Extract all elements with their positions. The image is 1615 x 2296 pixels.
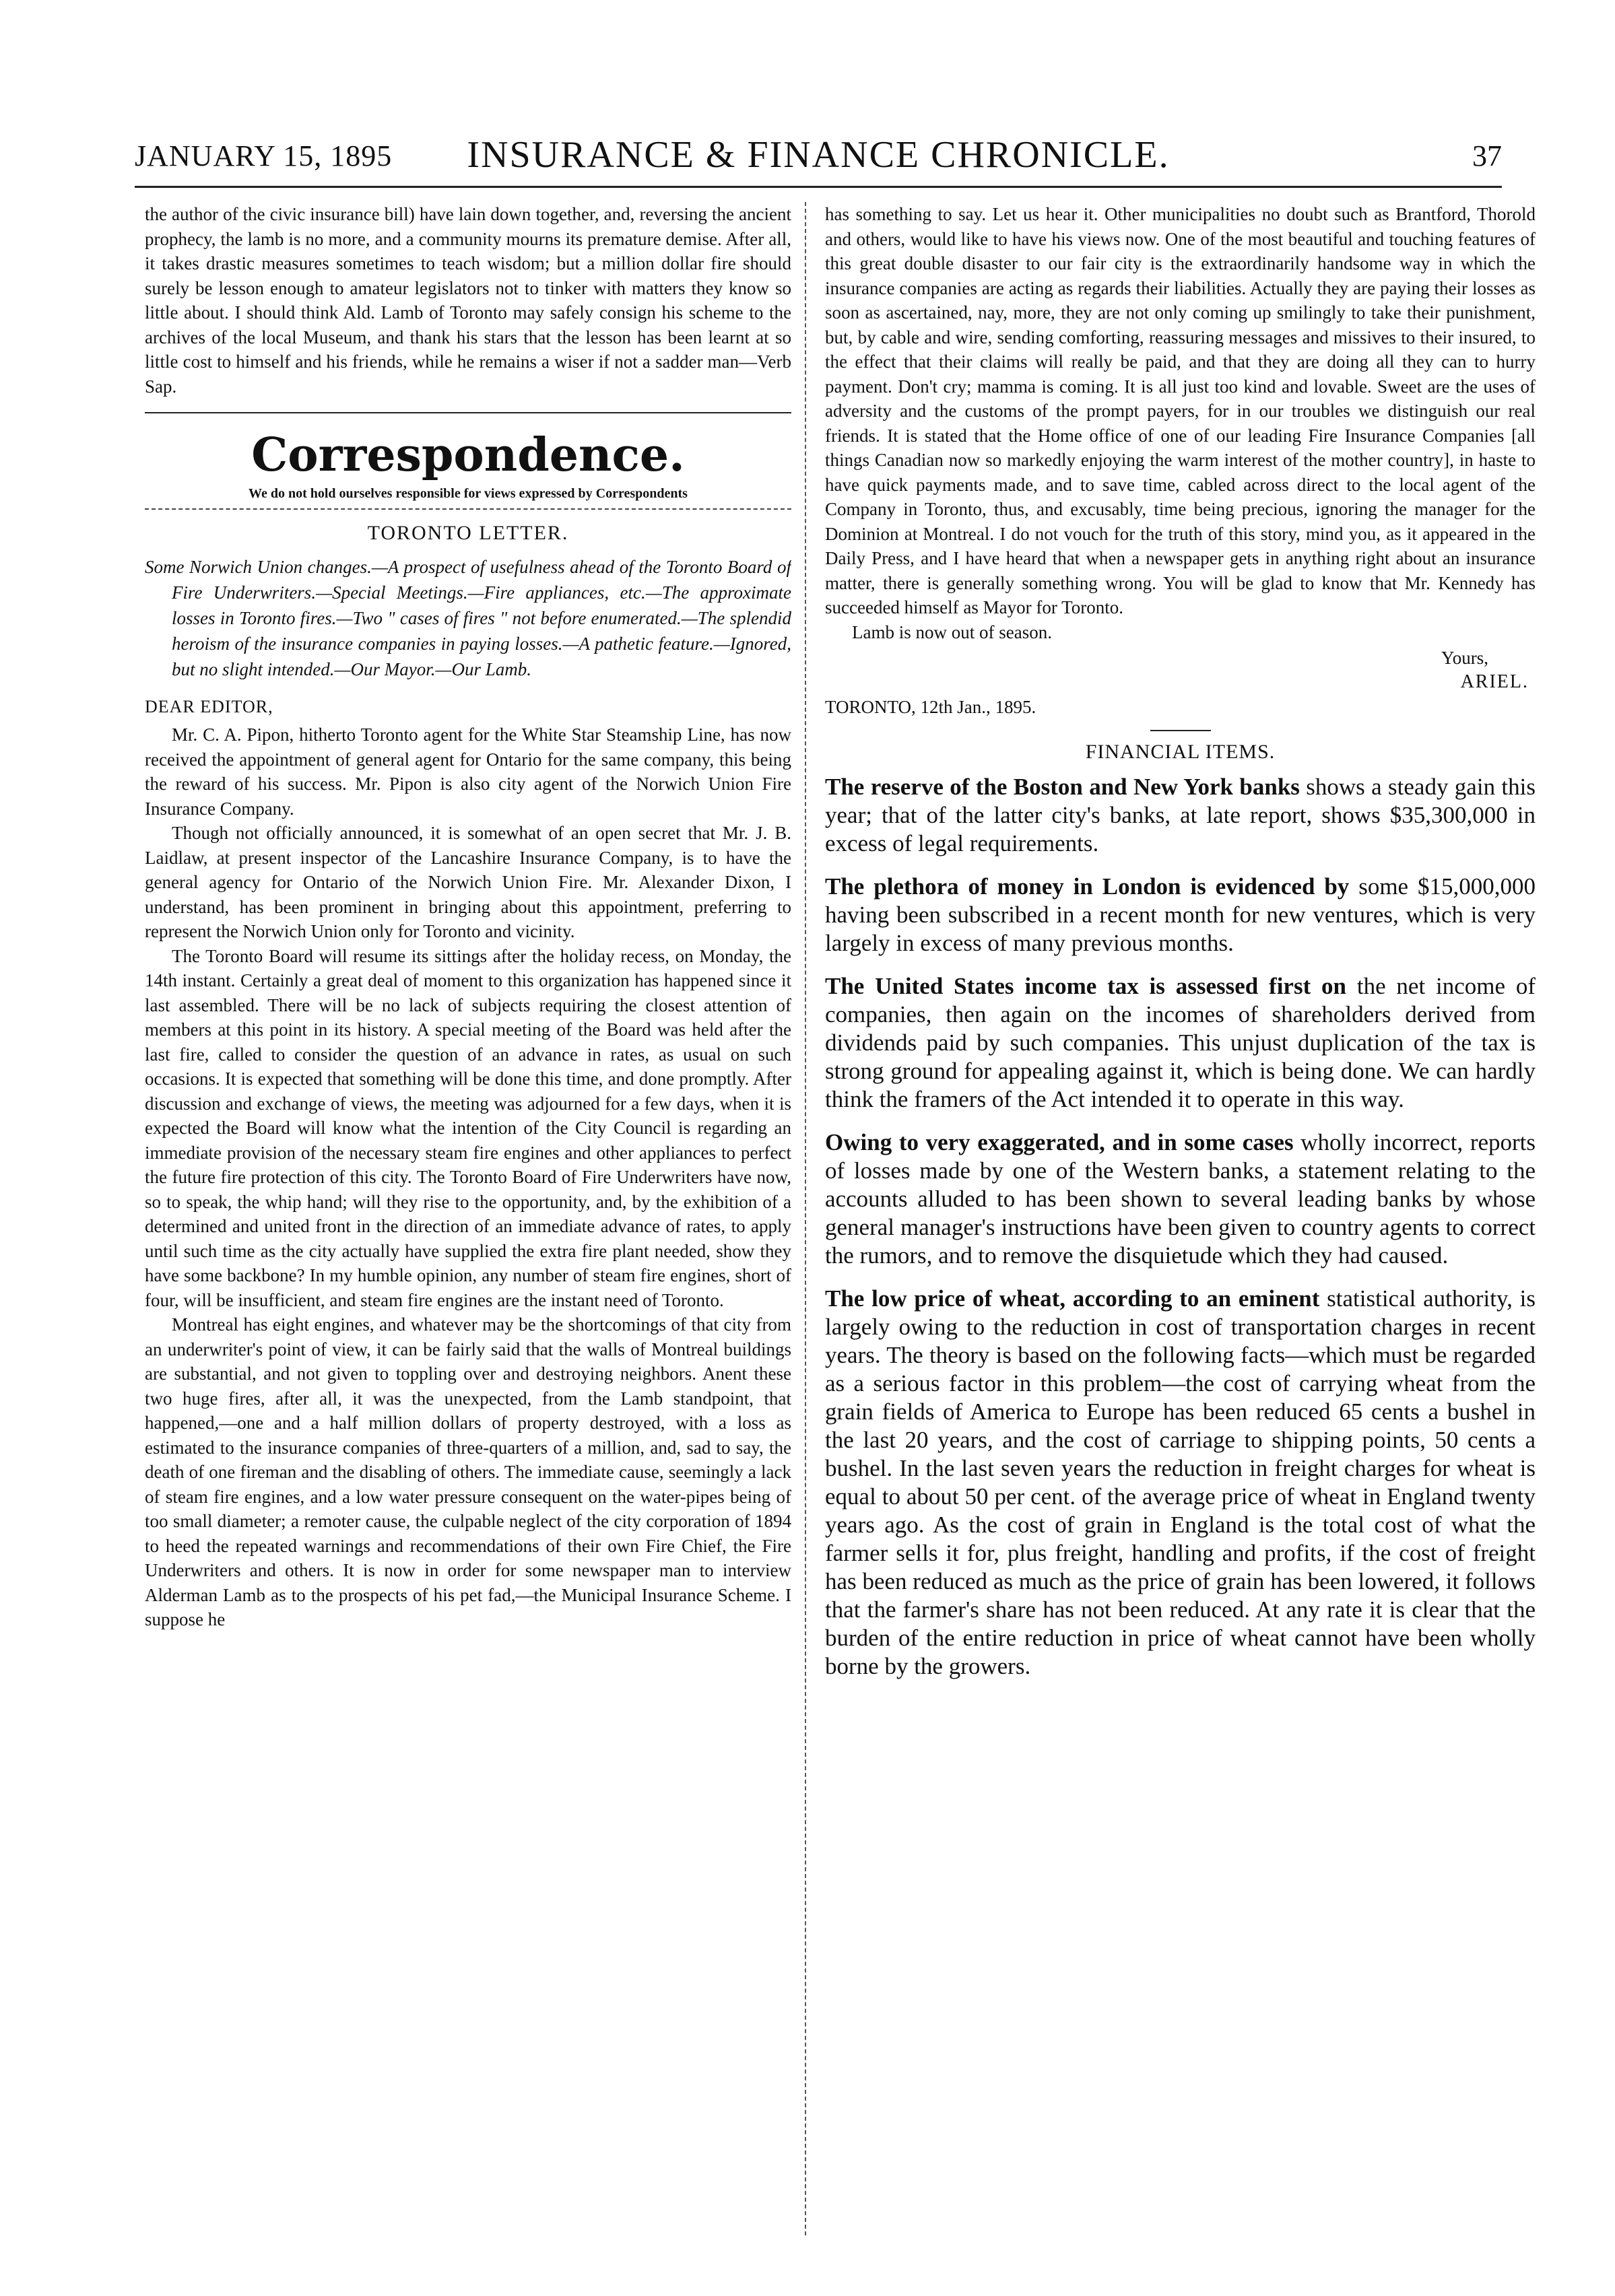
item-body: the net income of companies, then again on the incomes of shareholders derived from dividends paid by such companies. This unjust duplication of the tax is strong ground for appealing against it, which is being done. We can hardly think the framers of the Act intended it to operate in this way. [825,973,1536,1112]
publication-title: INSURANCE & FINANCE CHRONICLE. [467,134,1170,176]
letter-dateline: TORONTO, 12th Jan., 1895. [825,697,1036,717]
left-column [145,202,791,2256]
financial-item [825,773,1536,858]
disclaimer-divider [145,508,791,510]
page-number: 37 [1472,139,1502,172]
item-body: statistical authority, is largely owing to the reduction in cost of transportation charges in recent years. The theory is based on the following facts—which must be regarded as a serious factor in this problem—the cost of carrying wheat from the grain fields of America to Europe has been reduced 65 cents a bushel in the last 20 years, and the cost of carriage to shipping points, 50 cents a bushel. In the last seven years the reduction in freight charges for wheat is equal to about 50 per cent. of the average price of wheat in England twenty years ago. As the cost of grain in England is the total cost of what the farmer sells it for, plus freight, handling and profits, if the cost of freight has been reduced as much as the price of grain has been lowered, it follows that the farmer's share has not been reduced. At any rate it is clear that the burden of the entire reduction in price of wheat cannot have been wholly borne by the growers. [825,1285,1536,1679]
financial-item [825,1128,1536,1270]
financial-item [825,1285,1536,1681]
section-divider [145,412,791,413]
financial-item [825,873,1536,957]
short-divider [1150,730,1211,731]
letter-paragraph: Montreal has eight engines, and whatever may be the shortcomings of that city from an underwriter's point of view, it can be fairly said that the walls of Montreal buildings are substantial, and not given to toppling over and destroying neighbors. Anent these two huge fires, after all, it was the unexpected, from the Lamb standpoint, that happened,—one and a half million dollars of property destroyed, with a loss as estimated to the insurance companies of three-quarters of a million, and, sad to say, the death of one fireman and the disabling of others. The immediate cause, seemingly a lack of steam fire engines, and a low water pressure consequent on the water-pipes being of too small diameter; a remoter cause, the culpable neglect of the city corporation of 1894 to heed the repeated warnings and recommendations of their own Fire Chief, the Fire Underwriters and others. It is now in order for some newspaper man to interview Alderman Lamb as to the prospects of his pet fad,—the Municipal Insurance Scheme. I suppose he [145,1314,791,1629]
item-body: some $15,000,000 having been subscribed in a recent month for new ventures, which is very largely in excess of many previous months. [825,873,1536,956]
letter-paragraph: Mr. C. A. Pipon, hitherto Toronto agent for the White Star Steamship Line, has now received the appointment of general agent for Ontario for the same company, this being the reward of his success. Mr. Pipon is also city agent of the Norwich Union Fire Insurance Company. [145,724,791,819]
item-lead: The low price of wheat, according to an eminent [825,1285,1320,1312]
financial-item [825,972,1536,1114]
item-lead: The United States income tax is assessed first on [825,973,1347,999]
issue-date: JANUARY 15, 1895 [135,139,393,172]
lamb-note: Lamb is now out of season. [852,621,1052,642]
intro-paragraph: the author of the civic insurance bill) have lain down together, and, reversing the ancient prophecy, the lamb is no more, and a community mourns its premature demise. After all, it takes drastic measures sometimes to teach wisdom; but a million dollar fire should surely be lesson enough to amateur legislators not to tinker with matters they know so little about. I should think Ald. Lamb of Toronto may safely consign his scheme to the archives of the local Museum, and thank his stars that the lesson has been learnt at so little cost to himself and his friends, while he remains a wiser if not a sadder man—Verb Sap. [145,204,791,397]
item-lead: The plethora of money in London is evidenced by [825,873,1350,900]
letter-paragraph: The Toronto Board will resume its sittings after the holiday recess, on Monday, the 14th instant. Certainly a great deal of moment to this organization has happened since it last assembled. There will be no lack of subjects requiring the closest attention of members at this point in its history. A special meeting of the Board was held after the last fire, called to consider the question of an advance in rates, as usual on such occasions. It is expected that something will be done this time, and done promptly. After discussion and exchange of views, the meeting was adjourned for a few days, when it is expected the Board will know what the intention of the City Council is regarding an immediate provision of the necessary steam fire engines and other appliances to perfect the future fire protection of this city. The Toronto Board of Fire Underwriters have now, so to speak, the whip hand; will they rise to the opportunity, and, by the exhibition of a determined and united front in the direction of an immediate advance of rates, to apply until such time as the city actually have supplied the extra fire plant needed, show they have some backbone? In my humble opinion, any number of steam fire engines, short of four, will be insufficient, and steam fire engines are the instant need of Toronto. [145,945,791,1310]
letter-signature: ARIEL. [1460,671,1529,692]
masthead [135,133,1502,188]
toronto-letter-heading: TORONTO LETTER. [367,522,569,544]
right-column [825,202,1536,2256]
letter-paragraph: Though not officially announced, it is somewhat of an open secret that Mr. J. B. Laidlaw, at present inspector of the Lancashire Insurance Company, is to have the general agency for Ontario of the Norwich Union Fire. Mr. Alexander Dixon, I understand, has been prominent in bringing about this appointment, preferring to represent the Norwich Union only for Toronto and vicinity. [145,823,791,941]
item-body: wholly incorrect, reports of losses made by one of the Western banks, a statement relating to the accounts alluded to has been shown to several leading banks by whose general manager's instructions have been given to country agents to correct the rumors, and to remove the disquietude which they had caused. [825,1129,1536,1269]
letter-signoff: Yours, [1441,648,1488,668]
letter-salutation: DEAR EDITOR, [145,697,273,716]
correspondence-heading: Correspondence. [251,428,685,482]
letter-synopsis: Some Norwich Union changes.—A prospect of usefulness ahead of the Toronto Board of Fire Underwriters.—Special Meetings.—Fire appliances, etc.—The approximate losses in Toronto fires.—Two " cases of fires " not before enumerated.—The splendid heroism of the insurance companies in paying losses.—A pathetic feature.—Ignored, but no slight intended.—Our Mayor.—Our Lamb. [145,557,791,679]
financial-items-heading: FINANCIAL ITEMS. [1085,741,1276,763]
column-divider [805,202,806,2235]
item-body: shows a steady gain this year; that of the latter city's banks, at late report, shows $35,300,000 in excess of legal requirements. [825,774,1536,856]
item-lead: Owing to very exaggerated, and in some cases [825,1129,1294,1155]
letter-continuation: has something to say. Let us hear it. Other municipalities no doubt such as Brantford, Thorold and others, would like to have his views now. One of the most beautiful and touching features of this great double disaster to our fair city is the extraordinarily handsome way in which the insurance companies are acting as regards their liabilities. Actually they are paying their losses as soon as ascertained, nay, more, they are not only coming up smilingly to take their punishment, but, by cable and wire, sending comforting, reassuring messages and missives to their insured, to the effect that their claims will really be paid, and that they are doing all they can to hurry payment. Don't cry; mamma is coming. It is all just too kind and lovable. Sweet are the uses of adversity and the customs of the prompt payers, for in our troubles we distinguish our real friends. It is stated that the Home office of one of our leading Fire Insurance Companies [all things Canadian now so markedly enjoying the warm interest of the mother country], in haste to have quick payments made, and to save time, cabled across direct to the local agent of the Company in Toronto, thus, and excusably, time being precious, ignoring the manager for the Dominion at Montreal. I do not vouch for the truth of this story, mind you, as it appeared in the Daily Press, and I have heard that when a newspaper gets in anything right about an insurance matter, there is generally something wrong. You will be glad to know that Mr. Kennedy has succeeded himself as Mayor for Toronto. [825,204,1536,617]
correspondence-disclaimer: We do not hold ourselves responsible for views expressed by Correspondents [249,486,688,501]
item-lead: The reserve of the Boston and New York banks [825,774,1300,800]
